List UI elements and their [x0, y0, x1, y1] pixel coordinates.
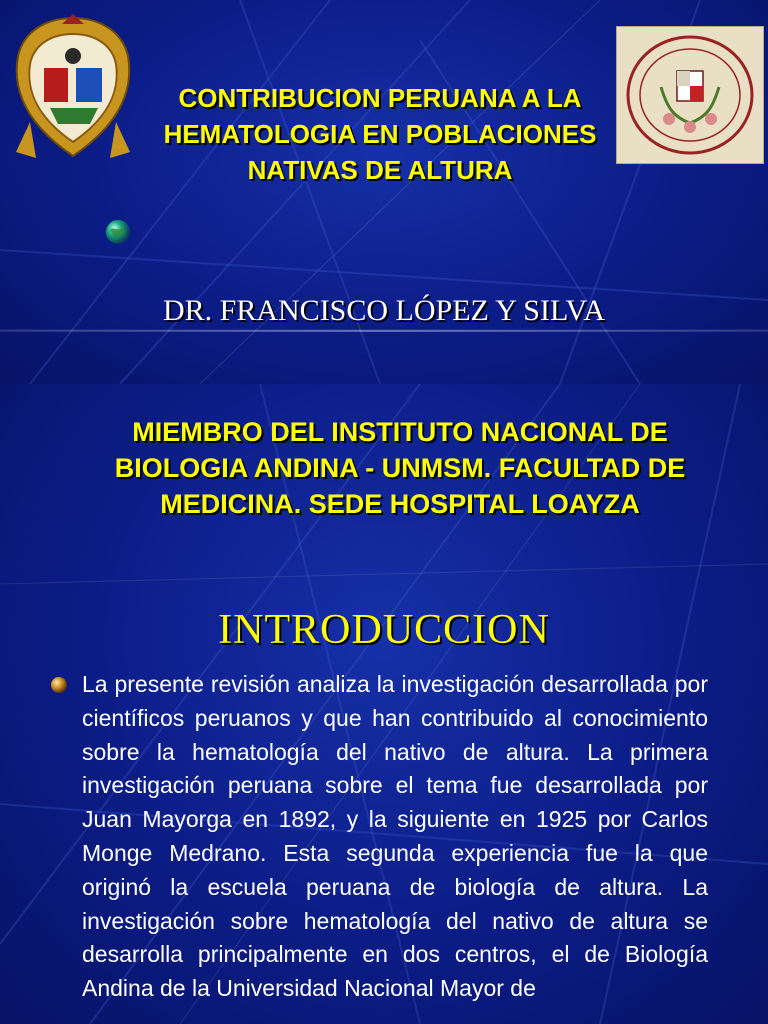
intro-paragraph: La presente revisión analiza la investigación desarrollada por científicos peruanos y que han contribuido al conocimiento sobre la hematología del nativo de altura. La primera investigación peruana sobre el tema fue desarrollada por Juan Mayorga en 1892, y la siguiente en 1925 por Carlos Monge Medrano. Esta segunda experiencia fue la que originó la escuela peruana de biología de altura. La investigación sobre hematología del nativo de altura se desarrolla principalmente en dos centros, el de Biología Andina de la Universidad Nacional Mayor de — [82, 671, 708, 1002]
faculty-seal-icon — [616, 26, 764, 164]
globe-icon — [104, 218, 132, 246]
divider-line — [0, 330, 768, 332]
title-slide — [0, 0, 768, 384]
slide-title: CONTRIBUCION PERUANA A LA HEMATOLOGIA EN POBLACIONES NATIVAS DE ALTURA — [163, 83, 597, 185]
section-heading: INTRODUCCION — [218, 607, 550, 653]
author-name: DR. FRANCISCO LÓPEZ Y SILVA — [162, 294, 606, 327]
content-slide — [0, 384, 768, 1024]
university-crest-icon — [10, 12, 136, 162]
bullet-orb-icon — [50, 676, 68, 694]
affiliation-text: MIEMBRO DEL INSTITUTO NACIONAL DE BIOLOGIA ANDINA - UNMSM. FACULTAD DE MEDICINA. SEDE HOSPITAL LOAYZA — [114, 417, 686, 519]
